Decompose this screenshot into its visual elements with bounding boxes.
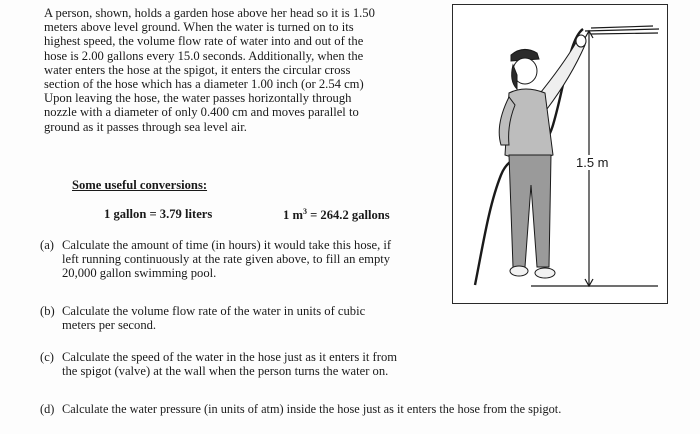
conversion-m3-gallons <box>283 207 390 223</box>
question-line: left running continuously at the rate given above, to fill an empty <box>62 252 391 267</box>
intro-line: nozzle with a diameter of only 0.400 cm and moves parallel to <box>44 105 359 120</box>
question-line: 20,000 gallon swimming pool. <box>62 266 217 281</box>
question-b <box>40 304 460 332</box>
question-label: (b) <box>40 304 55 318</box>
conversion-m3-exponent: 3 <box>302 207 307 216</box>
person-with-hose-illustration <box>453 5 669 305</box>
intro-line: Upon leaving the hose, the water passes horizontally through <box>44 91 352 106</box>
question-line: the spigot (valve) at the wall when the person turns the water on. <box>62 364 389 379</box>
hose-figure <box>452 4 668 304</box>
conversion-m3-prefix: 1 m <box>283 208 303 223</box>
question-line: Calculate the amount of time (in hours) it would take this hose, if <box>62 238 392 252</box>
left-shoe <box>510 266 528 276</box>
conversion-m3-suffix: = 264.2 gallons <box>306 208 390 223</box>
question-line: meters per second. <box>62 318 157 333</box>
conversion-gallon-liters: 1 gallon = 3.79 liters <box>104 207 213 221</box>
intro-line: highest speed, the volume flow rate of water into and out of the <box>44 34 364 49</box>
height-label: 1.5 m <box>576 155 609 170</box>
question-c <box>40 350 470 378</box>
question-line: Calculate the water pressure (in units of atm) inside the hose just as it enters the hose from the spigot. <box>62 402 562 416</box>
intro-line: hose is 2.00 gallons every 15.0 seconds. Additionally, when the <box>44 48 364 63</box>
question-a <box>40 238 460 281</box>
jeans <box>509 155 551 267</box>
question-d <box>40 402 680 416</box>
sweater <box>505 89 553 159</box>
intro-line: A person, shown, holds a garden hose above her head so it is 1.50 <box>44 6 375 20</box>
question-line: Calculate the volume flow rate of the water in units of cubic <box>62 304 366 318</box>
right-shoe <box>535 268 555 278</box>
person-figure <box>499 35 586 278</box>
question-label: (d) <box>40 402 55 416</box>
question-label: (c) <box>40 350 54 364</box>
question-label: (a) <box>40 238 54 252</box>
problem-statement <box>44 6 440 134</box>
hand <box>576 35 586 47</box>
question-line: Calculate the speed of the water in the hose just as it enters it from <box>62 350 398 364</box>
water-spray <box>585 26 659 34</box>
intro-line: meters above level ground. When the water is turned on to its <box>44 20 354 35</box>
intro-line: section of the hose which has a diameter 1.00 inch (or 2.54 cm) <box>44 77 364 92</box>
intro-line: ground as it passes through sea level air. <box>44 119 247 134</box>
conversions-heading: Some useful conversions: <box>72 178 208 192</box>
intro-line: water enters the hose at the spigot, it enters the circular cross <box>44 62 351 77</box>
